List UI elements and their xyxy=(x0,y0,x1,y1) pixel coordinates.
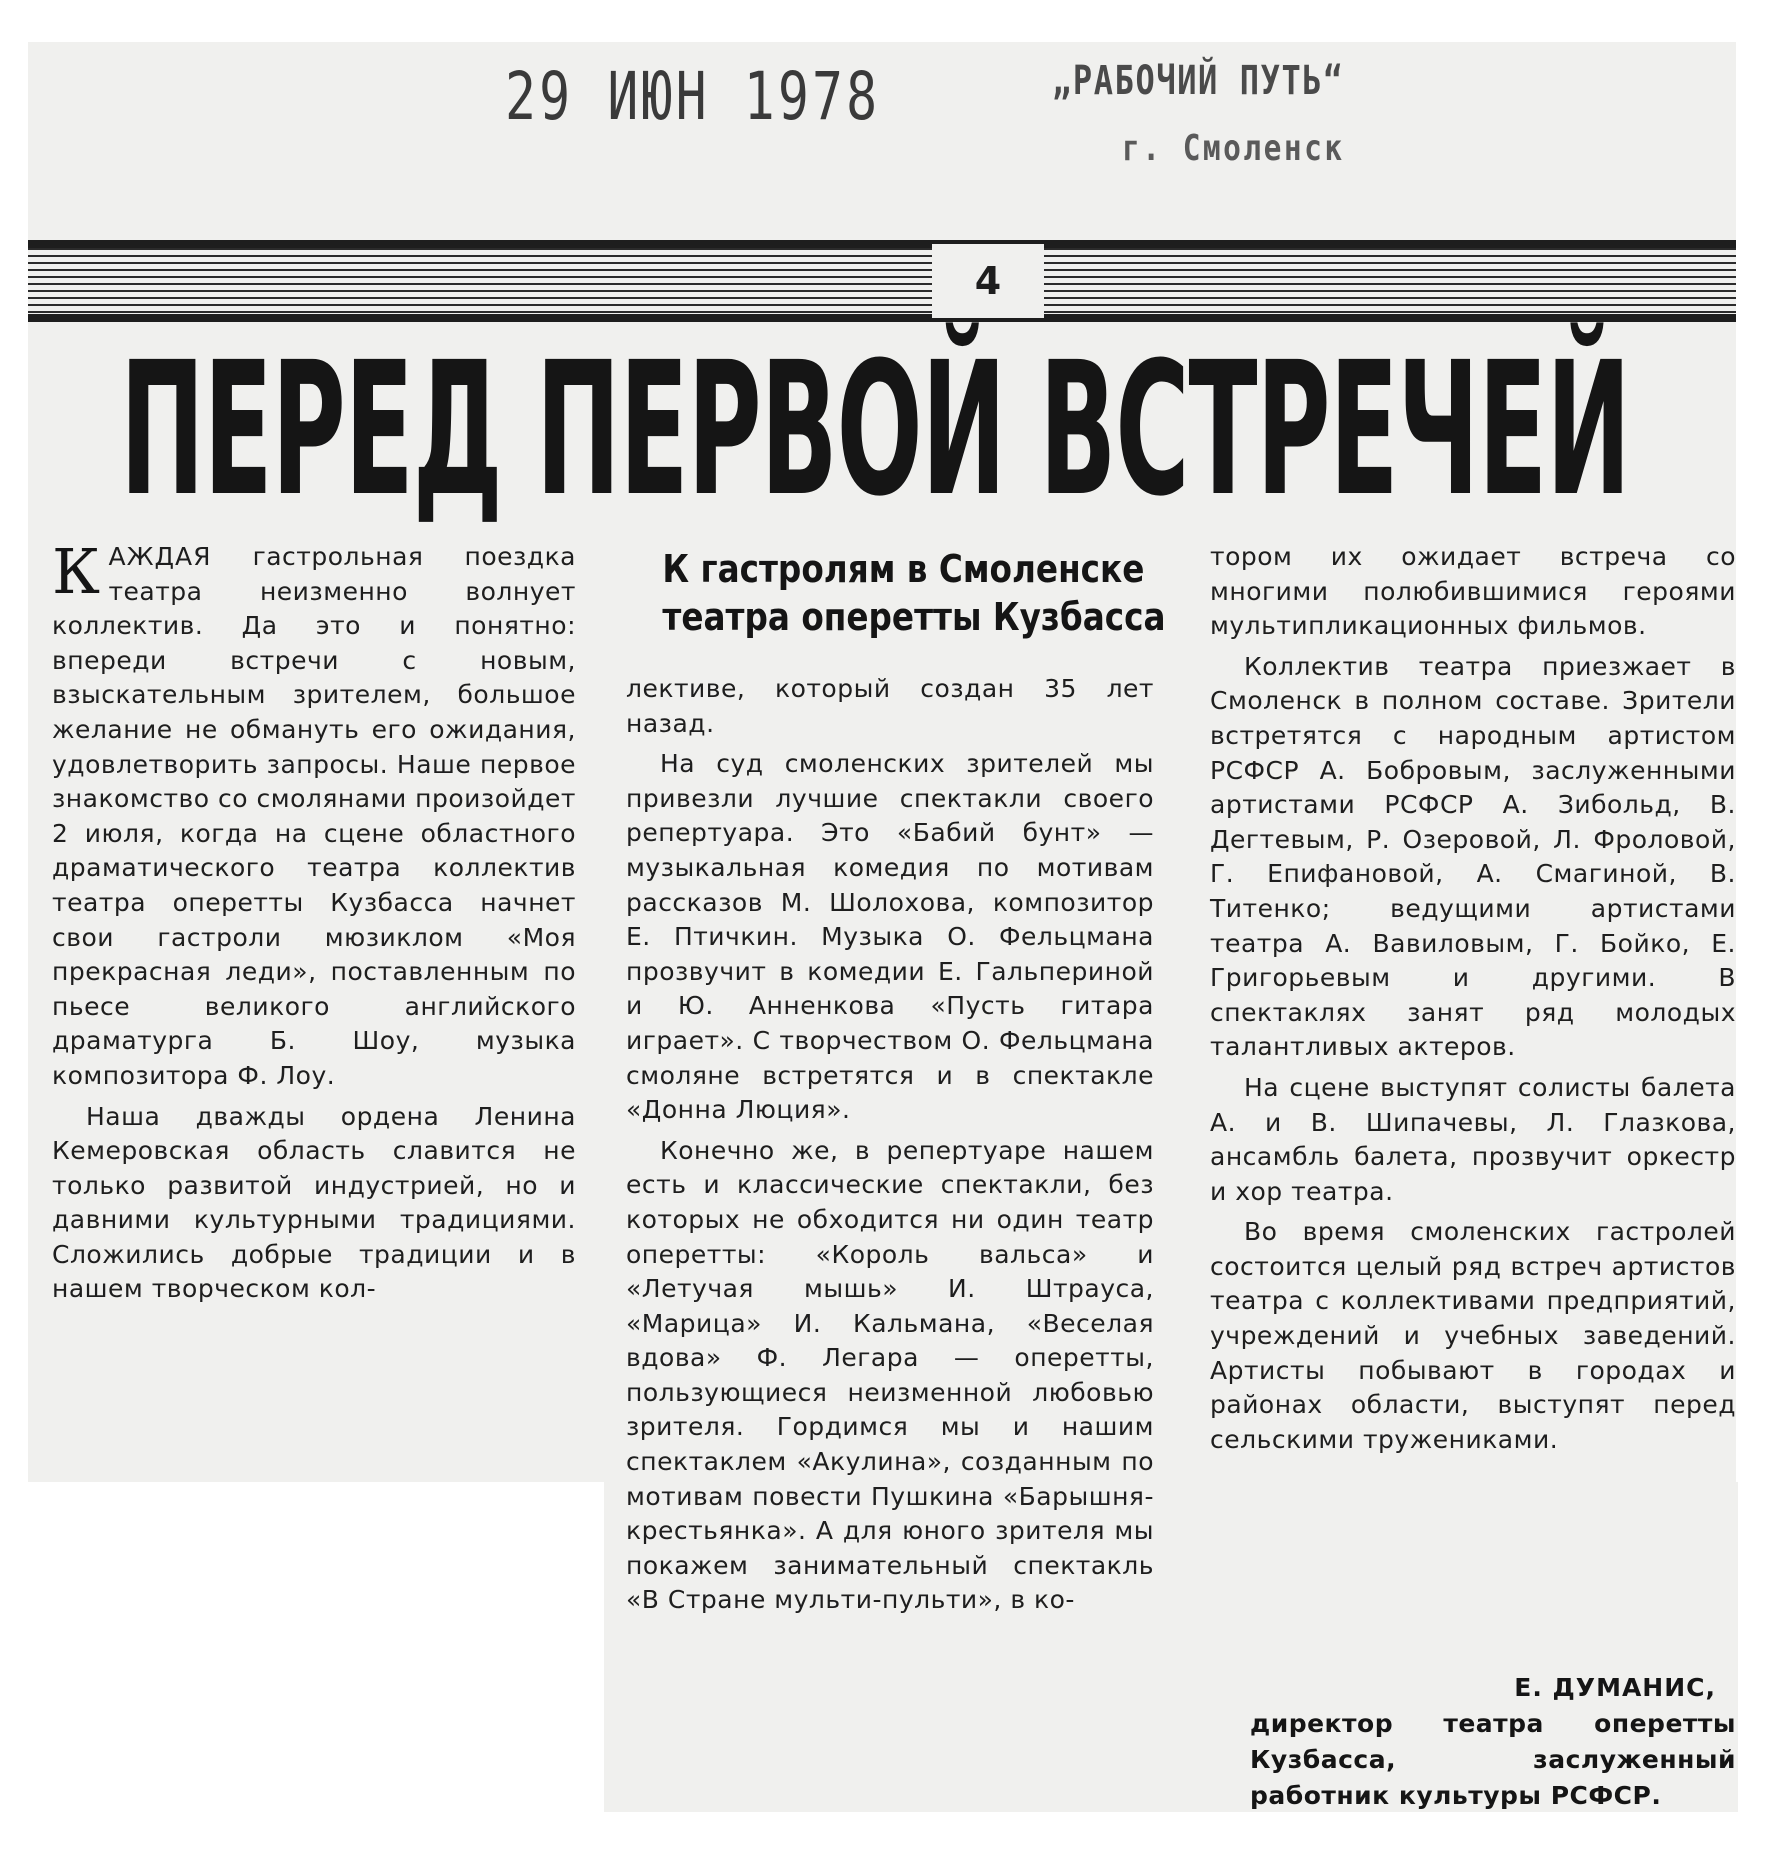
lead-word: АЖДАЯ xyxy=(108,542,212,571)
subheading-line-1: К гастролям в Смоленске xyxy=(662,547,1145,591)
article-column-2 xyxy=(626,672,1154,1624)
headline: ПЕРЕД ПЕРВОЙ ВСТРЕЧЕЙ xyxy=(120,323,1630,537)
subheading-line-2: театра оперетты Кузбасса xyxy=(662,595,1166,639)
paragraph-5: Коллектив театра приезжает в Смоленск в полном составе. Зрители встретятся с народным артистом РСФСР А. Бобровым, заслуженными артистами РСФСР А. Зибольд, В. Дегтевым, Р. Озеровой, Л. Фроловой, Г. Епифановой, А. Смагиной, В. Титенко; ведущими артистами театра А. Вавиловым, Г. Бойко, Е. Григорьевым и другими. В спектаклях занят ряд молодых талантливых актеров. xyxy=(1210,651,1736,1062)
paragraph-1-text: гастрольная поездка театра неизменно волнует коллектив. Да это и понятно: впереди встречи с новым, взыскательным зрителем, большое желание не обмануть его ожидания, удовлетворить запросы. Наше первое знакомство со смолянами произойдет 2 июля, когда на сцене областного драматического театра коллектив театра оперетты Кузбасса начнет свои гастроли мюзиклом «Моя прекрасная леди», поставленным по пьесе великого английского драматурга Б. Шоу, музыка композитора Ф. Лоу. xyxy=(52,542,577,1090)
city-stamp: г. Смоленск xyxy=(1122,128,1345,169)
paragraph-4-continued: тором их ожидает встреча со многими полюбившимися героями мультипликационных фильмов. xyxy=(1210,542,1736,641)
page-rule-band xyxy=(28,240,1736,322)
subheading xyxy=(626,545,1166,641)
date-stamp: 29 ИЮН 1978 xyxy=(505,58,881,135)
newspaper-name-stamp: „РАБОЧИЙ ПУТЬ“ xyxy=(1052,58,1345,104)
article-column-3 xyxy=(1210,540,1736,1463)
paragraph-6: На сцене выступят солисты балета А. и В. Шипачевы, Л. Глазкова, ансамбль балета, прозвучит оркестр и хор театра. xyxy=(1210,1072,1736,1206)
author-signature xyxy=(1210,1670,1736,1814)
paragraph-3: На суд смоленских зрителей мы привезли лучшие спектакли своего репертуара. Это «Бабий бунт» — музыкальная комедия по мотивам рассказов М. Шолохова, композитор Е. Птичкин. Музыка О. Фельцмана прозвучит в комедии Е. Гальпериной и Ю. Анненкова «Пусть гитара играет». С творчеством О. Фельцмана смоляне встретятся и в спектакле «Донна Люция». xyxy=(626,749,1154,1125)
paragraph-4: Конечно же, в репертуаре нашем есть и классические спектакли, без которых не обходится ни один театр оперетты: «Король вальса» и «Летучая мышь» И. Штрауса, «Марица» И. Кальмана, «Веселая вдова» Ф. Легара — оперетты, пользующиеся неизменной любовью зрителя. Гордимся мы и нашим спектаклем «Акулина», созданным по мотивам повести Пушкина «Барышня-крестьянка». А для юного зрителя мы покажем занимательный спектакль «В Стране мульти-пульти», в ко- xyxy=(626,1135,1154,1615)
article-column-1 xyxy=(52,535,577,1313)
author-name: Е. ДУМАНИС, xyxy=(1514,1673,1716,1702)
paragraph-7: Во время смоленских гастролей состоится целый ряд встреч артистов театра с коллективами предприятий, учреждений и учебных заведений. Артисты побывают в городах и районах области, выступят перед сельскими тружениками. xyxy=(1210,1217,1736,1454)
paragraph-2-continued: лективе, который создан 35 лет назад. xyxy=(626,674,1154,738)
paragraph-2: Наша дважды ордена Ленина Кемеровская область славится не только развитой индустрией, но и давними культурными традициями. Сложились добрые традиции и в нашем творческом кол- xyxy=(52,1101,576,1304)
drop-cap: К xyxy=(52,535,101,608)
author-title: директор театра оперетты Кузбасса, заслуженный работник культуры РСФСР. xyxy=(1250,1709,1736,1810)
page-number: 4 xyxy=(932,244,1044,318)
paragraph-1 xyxy=(52,535,577,1094)
